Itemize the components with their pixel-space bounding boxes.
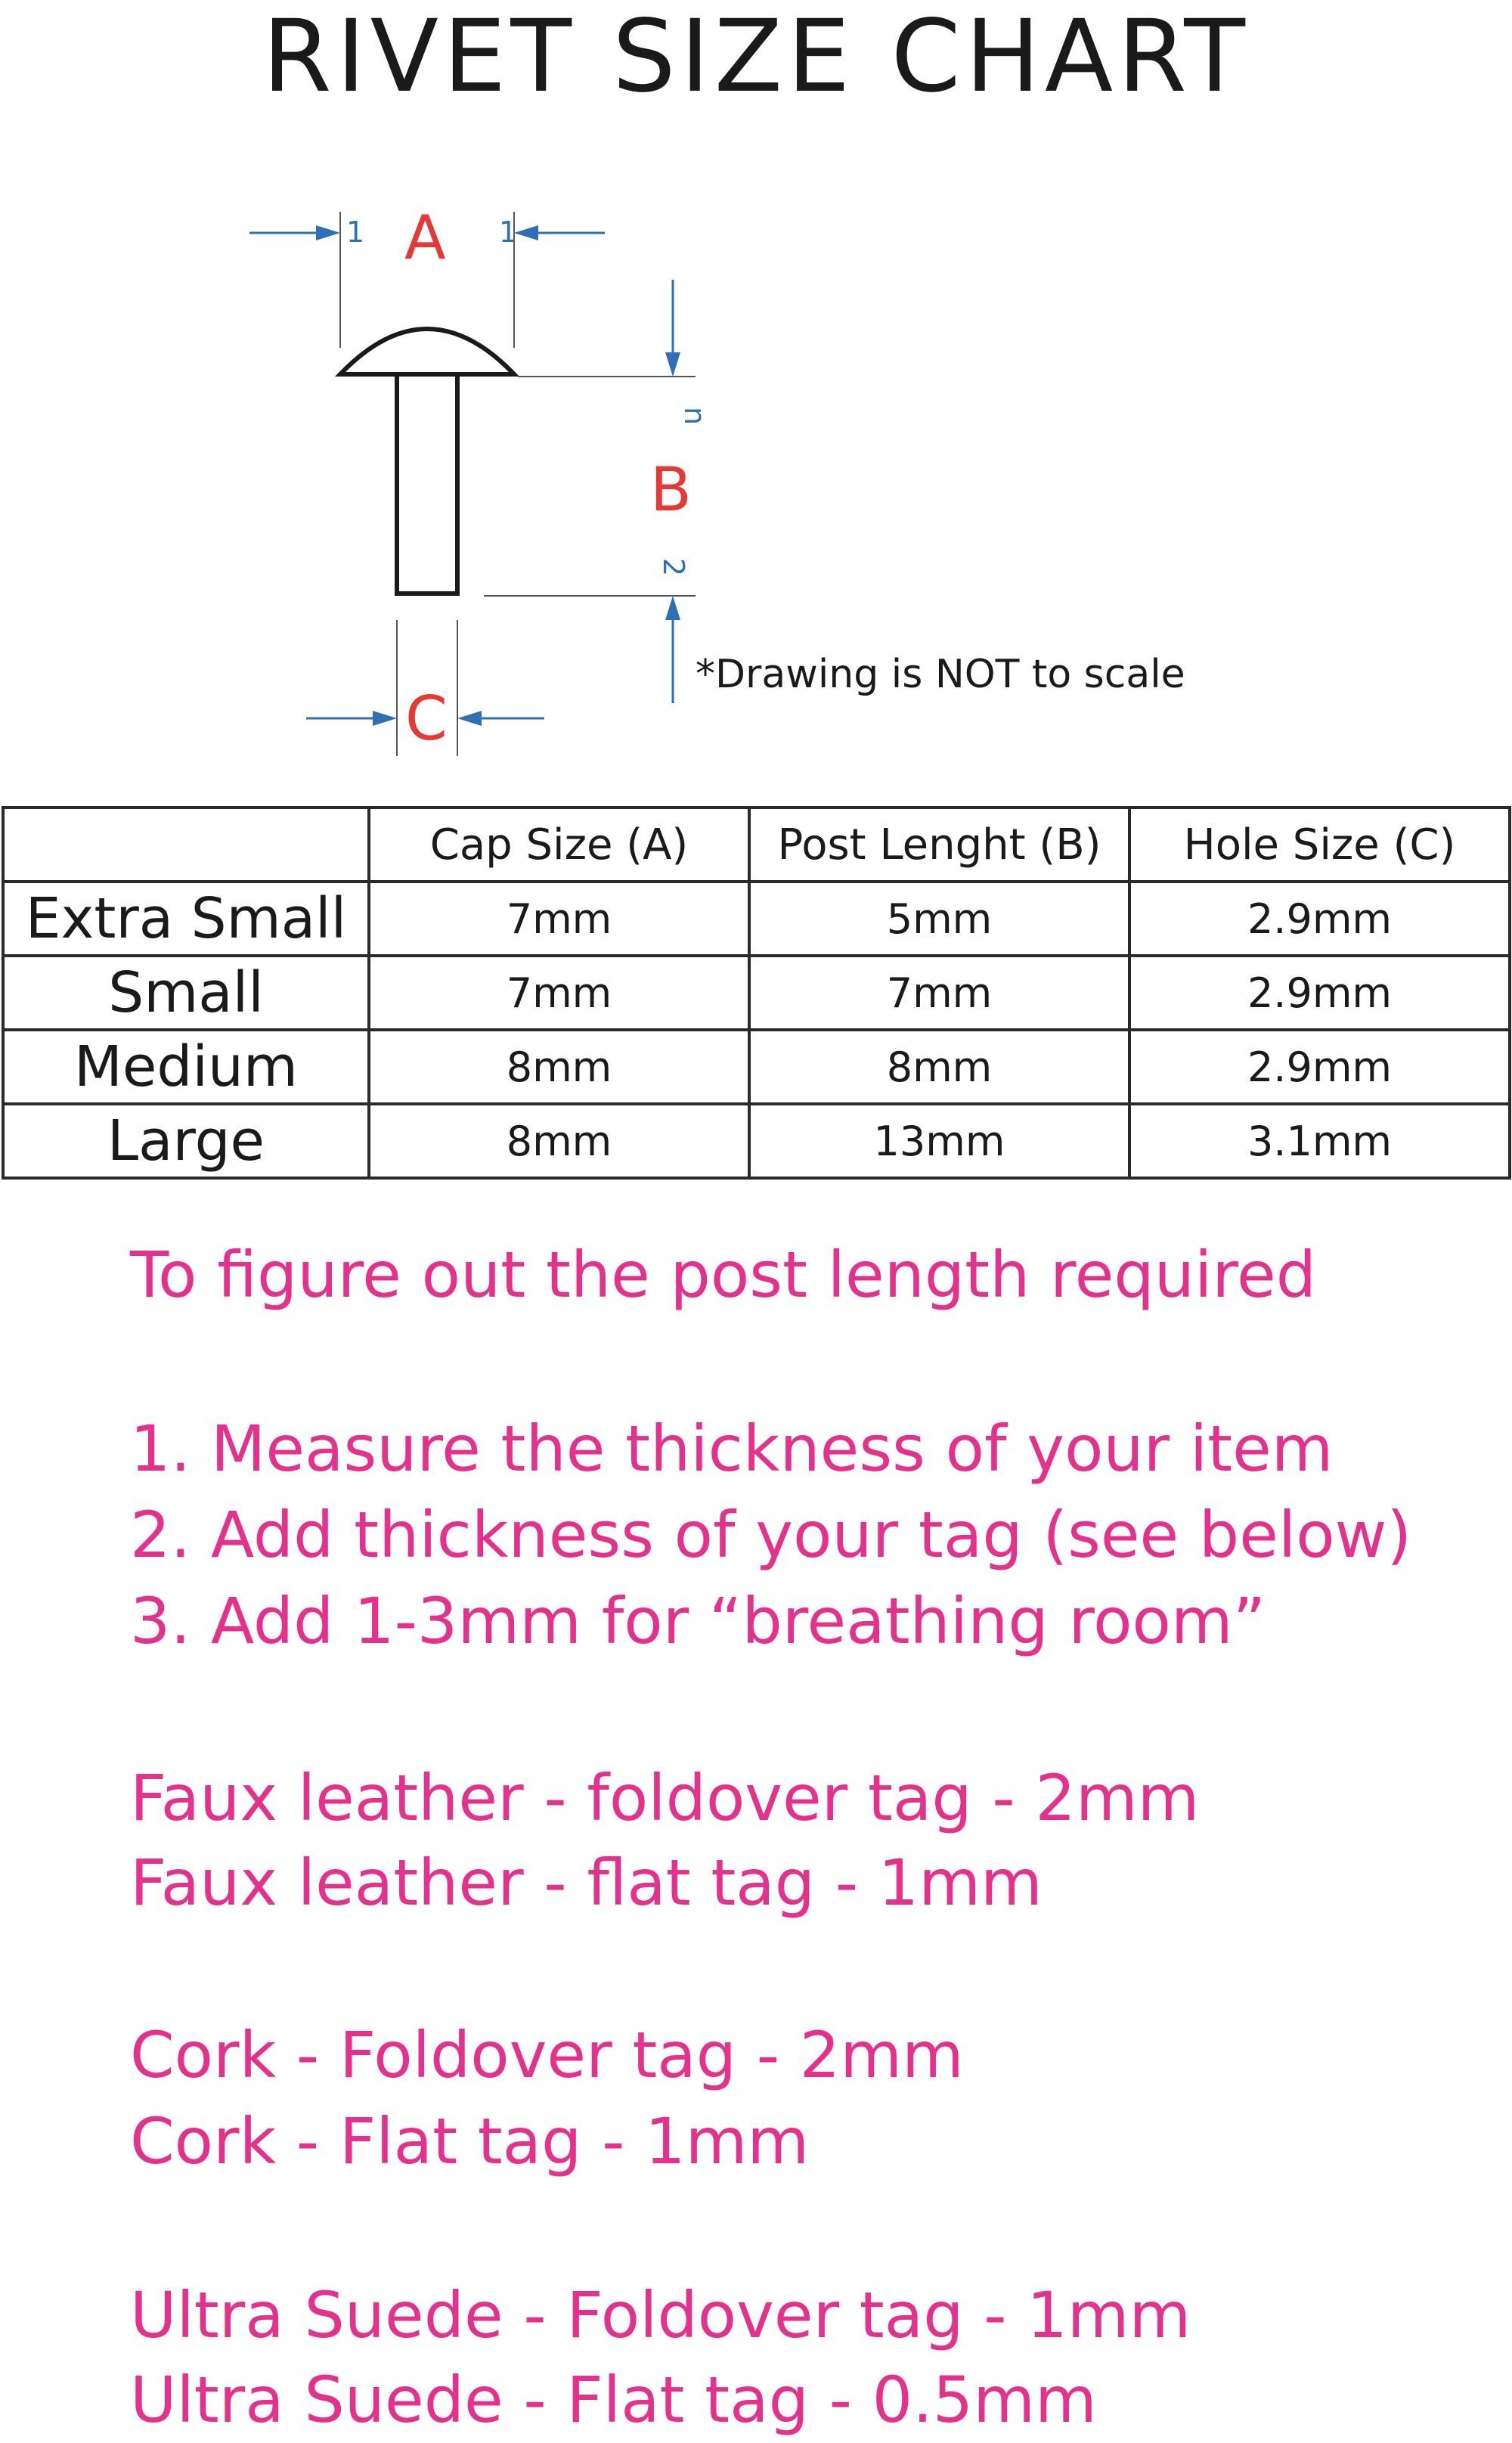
step-item: 1. Measure the thickness of your item — [130, 1412, 1334, 1486]
dim-c-arrowhead-left — [373, 711, 397, 726]
label-a: A — [404, 203, 446, 273]
table-row — [3, 1030, 1510, 1104]
cap-size-cell: 8mm — [369, 1104, 749, 1178]
header-cap-size: Cap Size (A) — [369, 808, 749, 882]
material-item: Faux leather - flat tag - 1mm — [130, 1846, 1043, 1920]
dim-a-arrowhead-right — [514, 225, 538, 240]
post-length-cell: 13mm — [749, 1104, 1129, 1178]
header-hole-size: Hole Size (C) — [1129, 808, 1510, 882]
dim-c-arrowhead-right — [457, 711, 482, 726]
material-item: Ultra Suede - Flat tag - 0.5mm — [130, 2363, 1097, 2437]
row-label: Large — [3, 1104, 369, 1178]
table-row — [3, 882, 1510, 956]
material-item: Faux leather - foldover tag - 2mm — [130, 1761, 1200, 1835]
material-item: Ultra Suede - Foldover tag - 1mm — [130, 2278, 1191, 2352]
row-label: Medium — [3, 1030, 369, 1104]
header-empty — [3, 808, 369, 882]
hole-size-cell: 2.9mm — [1129, 882, 1510, 956]
size-table — [2, 806, 1511, 1180]
table-header-row — [3, 808, 1510, 882]
hole-size-cell: 3.1mm — [1129, 1104, 1510, 1178]
material-item: Cork - Flat tag - 1mm — [130, 2104, 810, 2178]
hole-size-cell: 2.9mm — [1129, 1030, 1510, 1104]
rivet-diagram — [227, 166, 756, 756]
instructions-heading: To figure out the post length required — [130, 1238, 1317, 1312]
post-length-cell: 5mm — [749, 882, 1129, 956]
label-c: C — [405, 684, 448, 754]
step-item: 3. Add 1-3mm for “breathing room” — [130, 1584, 1266, 1658]
dim-1-right: 1 — [499, 215, 518, 249]
scale-note: *Drawing is NOT to scale — [696, 652, 1185, 697]
label-b: B — [650, 454, 692, 525]
hole-size-cell: 2.9mm — [1129, 956, 1510, 1030]
material-item: Cork - Foldover tag - 2mm — [130, 2018, 964, 2092]
table-row — [3, 956, 1510, 1030]
header-post-length: Post Lenght (B) — [749, 808, 1129, 882]
rivet-cap — [340, 329, 514, 374]
row-label: Small — [3, 956, 369, 1030]
cap-size-cell: 7mm — [369, 956, 749, 1030]
chart-title: RIVET SIZE CHART — [262, 0, 1250, 115]
dim-b-arrowhead-top — [665, 352, 680, 377]
step-item: 2. Add thickness of your tag (see below) — [130, 1498, 1412, 1572]
post-length-cell: 8mm — [749, 1030, 1129, 1104]
dim-b-arrowhead-bottom — [665, 596, 680, 620]
dim-1-left: 1 — [346, 215, 365, 249]
dim-2: 2 — [657, 558, 690, 577]
cap-size-cell: 7mm — [369, 882, 749, 956]
dim-n: n — [678, 407, 711, 426]
cap-size-cell: 8mm — [369, 1030, 749, 1104]
row-label: Extra Small — [3, 882, 369, 956]
dim-a-arrowhead-left — [316, 225, 340, 240]
table-row — [3, 1104, 1510, 1178]
post-length-cell: 7mm — [749, 956, 1129, 1030]
rivet-post — [397, 374, 457, 594]
